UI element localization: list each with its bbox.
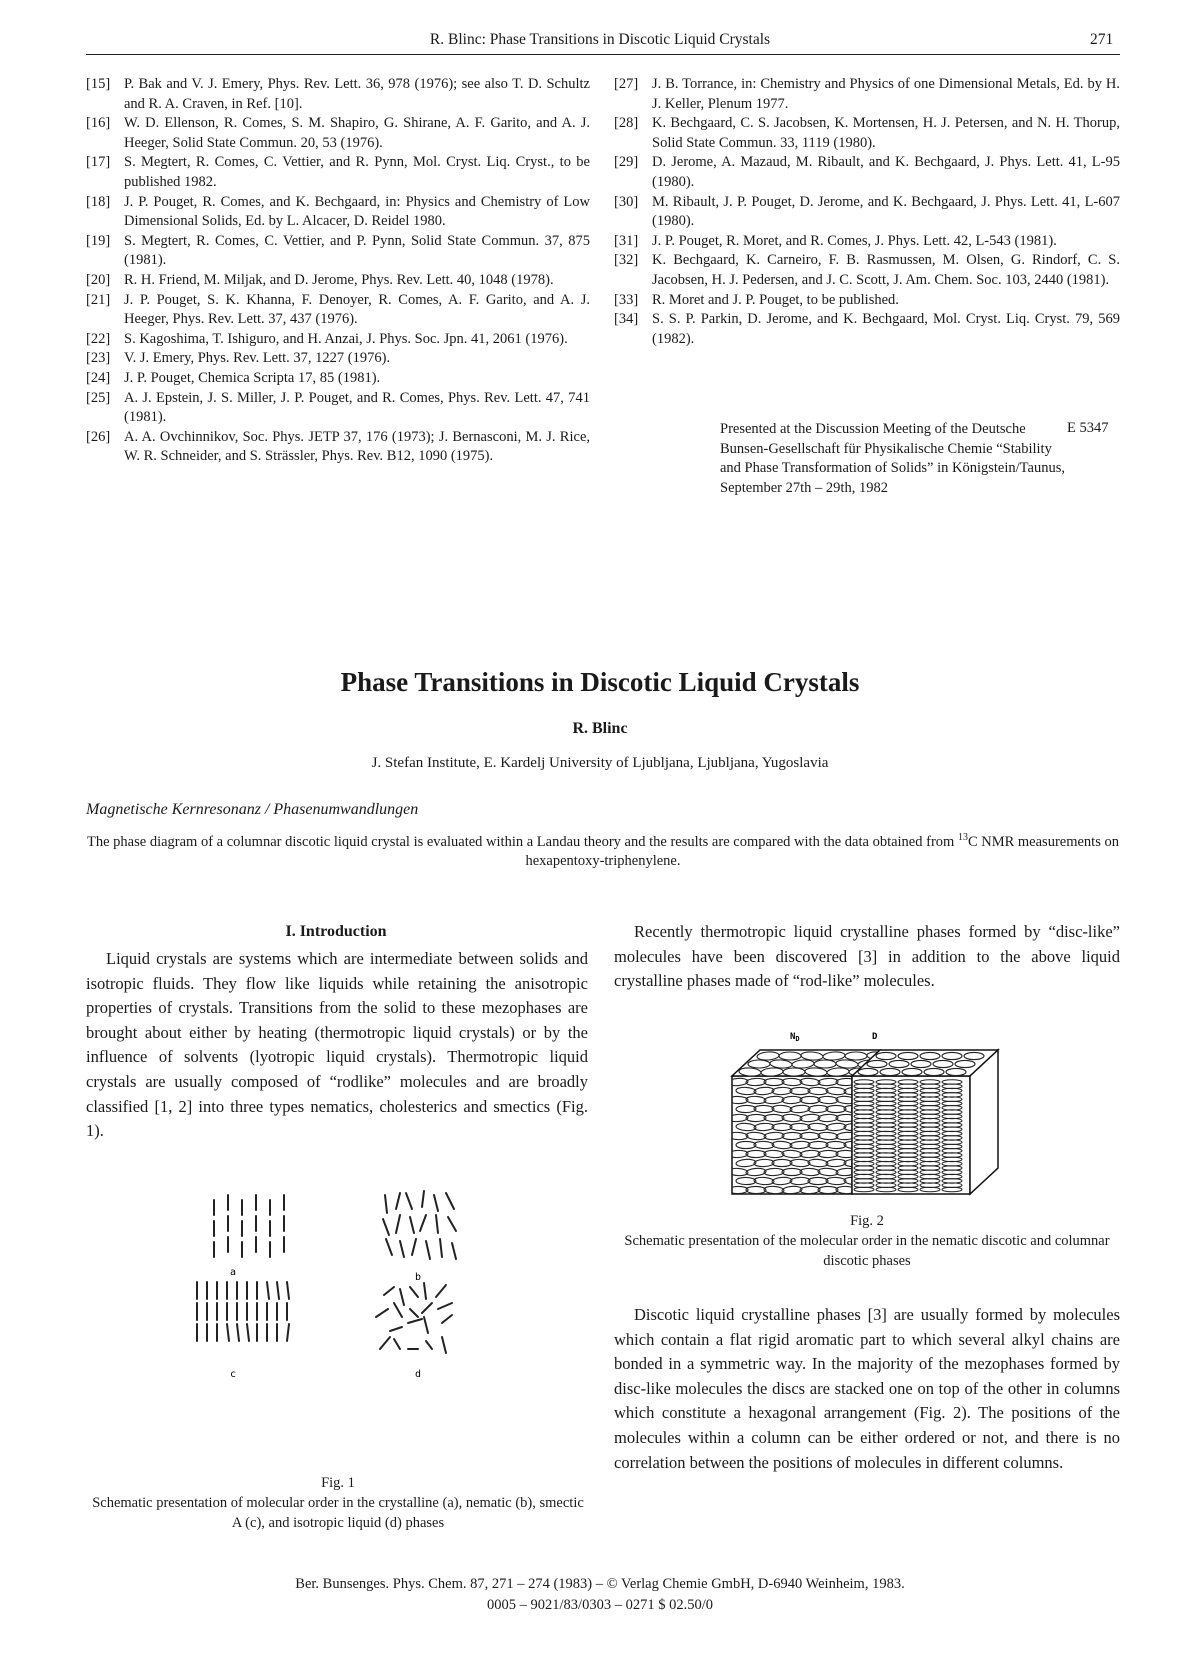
fig2-label-d: D	[872, 1032, 878, 1042]
fig2-label-nd: $N_D$	[790, 1032, 800, 1043]
figure-1	[190, 1185, 500, 1465]
fig2-disc	[946, 1068, 966, 1075]
reference-item	[614, 251, 1120, 290]
reference-item	[86, 389, 590, 428]
reference-item	[614, 291, 1120, 311]
fig1-panel-d	[376, 1283, 452, 1353]
fig1-panel-a	[214, 1195, 284, 1257]
reference-number: [24]	[86, 369, 111, 386]
reference-text: S. Kagoshima, T. Ishiguro, and H. Anzai, J. Phys. Soc. Jpn. 41, 2061 (1976).	[124, 330, 568, 347]
reference-text: K. Bechgaard, C. S. Jacobsen, K. Mortensen, H. J. Petersen, and N. H. Thorup, Solid State Commun. 33, 1119 (1980).	[652, 115, 1120, 151]
fig1-caption: Schematic presentation of molecular order in the crystalline (a), nematic (b), smectic A (c), and isotropic liquid (d) phases	[92, 1495, 584, 1531]
reference-text: D. Jerome, A. Mazaud, M. Ribault, and K. Bechgaard, J. Phys. Lett. 41, L-95 (1980).	[652, 154, 1120, 190]
abstract-text-1: The phase diagram of a columnar discotic liquid crystal is evaluated within a Landau theory and the results are compared with the data obtained from	[87, 833, 958, 850]
reference-item	[614, 153, 1120, 192]
reference-item	[86, 232, 590, 271]
fig2-disc	[845, 1052, 867, 1060]
article-title: Phase Transitions in Discotic Liquid Crystals	[340, 667, 860, 697]
fig2-disc	[924, 1068, 944, 1075]
fig2-disc	[955, 1060, 975, 1067]
figure-2	[720, 1030, 1020, 1200]
reference-text: M. Ribault, J. P. Pouget, D. Jerome, and K. Bechgaard, J. Phys. Lett. 41, L-607 (1980).	[652, 193, 1120, 230]
abstract-text-2: C NMR measurements on hexapentoxy-triphenylene.	[525, 833, 1119, 870]
reference-text: J. B. Torrance, in: Chemistry and Physics of one Dimensional Metals, Ed. by H. J. Keller, Plenum 1977.	[652, 76, 1120, 112]
reference-text: R. H. Friend, M. Miljak, and D. Jerome, Phys. Rev. Lett. 40, 1048 (1978).	[124, 271, 554, 288]
fig2-disc	[779, 1052, 801, 1060]
reference-number: [23]	[86, 350, 111, 367]
reference-text: J. P. Pouget, R. Moret, and R. Comes, J. Phys. Lett. 42, L-543 (1981).	[652, 232, 1057, 249]
fig2-disc	[942, 1052, 962, 1059]
reference-item	[86, 349, 590, 369]
fig2-disc	[867, 1060, 887, 1067]
section-heading-introduction: I. Introduction	[285, 923, 387, 940]
reference-text: S. S. P. Parkin, D. Jerome, and K. Bechgaard, Mol. Cryst. Liq. Cryst. 79, 569 (1982).	[652, 311, 1120, 347]
reference-number: [25]	[86, 389, 111, 406]
reference-text: J. P. Pouget, S. K. Khanna, F. Denoyer, R. Comes, A. F. Garito, and A. J. Heeger, Phys. Rev. Lett. 37, 437 (1976).	[124, 291, 590, 328]
reference-text: J. P. Pouget, R. Comes, and K. Bechgaard, in: Physics and Chemistry of Low Dimensional Solids, Ed. by L. Alcacer, D. Reidel 1980.	[124, 193, 590, 230]
reference-text: A. J. Epstein, J. S. Miller, J. P. Pouget, and R. Comes, Phys. Rev. Lett. 47, 741 (1981).	[124, 389, 590, 426]
fig2-disc	[889, 1060, 909, 1067]
presented-note: Presented at the Discussion Meeting of the Deutsche Bunsen-Gesellschaft für Physikalische Chemie “Stability and Phase Transformation of Solids” in Königstein/Taunus, September 27th – 29th, 1982	[720, 421, 1065, 496]
reference-number: [15]	[86, 76, 111, 92]
fig1-panel-b	[383, 1191, 456, 1259]
reference-number: [26]	[86, 428, 111, 445]
article-author: R. Blinc	[572, 720, 628, 737]
fig2-disc	[858, 1068, 878, 1075]
reference-number: [28]	[614, 115, 639, 132]
reference-item	[614, 114, 1120, 153]
reference-number: [34]	[614, 311, 639, 328]
reference-item	[86, 153, 590, 192]
intro-paragraph-1: Liquid crystals are systems which are intermediate between solids and isotropic fluids. They flow like liquids while retaining the anisotropic properties of crystals. Transitions from the solid to these mezophases are brought about either by heating (thermotropic liquid crystals) or by the influence of solvents (lyotropic liquid crystals). Thermotropic liquid crystals are usually composed of “rodlike” molecules and are broadly classified [1, 2] into three types nematics, cholesterics and smectics (Fig. 1).	[86, 949, 588, 1141]
footer-code: 0005 – 9021/83/0303 – 0271 $ 02.50/0	[487, 1597, 713, 1613]
reference-text: W. D. Ellenson, R. Comes, S. M. Shapiro, G. Shirane, A. F. Garito, and A. J. Heeger, Solid State Commun. 20, 53 (1976).	[124, 115, 590, 151]
fig1-label-d: d	[415, 1369, 422, 1380]
reference-number: [29]	[614, 154, 639, 171]
running-title: R. Blinc: Phase Transitions in Discotic Liquid Crystals	[429, 31, 771, 48]
reference-text: J. P. Pouget, Chemica Scripta 17, 85 (1981).	[124, 369, 381, 386]
reference-number: [33]	[614, 291, 639, 308]
reference-number: [30]	[614, 193, 639, 210]
header-rule	[86, 54, 1120, 55]
intro-paragraph-3: Discotic liquid crystalline phases [3] are usually formed by molecules which contain a flat rigid aromatic part to which several alkyl chains are bonded in a symmetric way. In the majority of the mezophases formed by disc-like molecules the discs are stacked one on top of the other in columns which constitute a hexagonal arrangement (Fig. 2). The positions of the molecules within a column can be either ordered or not, and there is no correlation between the positions of molecules in different columns.	[614, 1305, 1120, 1472]
fig2-disc	[876, 1052, 896, 1059]
references-right-column	[614, 75, 1120, 349]
reference-text: V. J. Emery, Phys. Rev. Lett. 37, 1227 (1976).	[124, 350, 391, 367]
footer-citation: Ber. Bunsenges. Phys. Chem. 87, 271 – 274 (1983) – © Verlag Chemie GmbH, D-6940 Weinheim, 1983.	[295, 1576, 905, 1592]
reference-item	[86, 193, 590, 232]
reference-number: [19]	[86, 232, 111, 249]
article-affiliation: J. Stefan Institute, E. Kardelj University of Ljubljana, Ljubljana, Yugoslavia	[371, 755, 829, 771]
reference-number: [16]	[86, 115, 111, 132]
reference-item	[86, 291, 590, 330]
fig2-disc	[783, 1068, 805, 1076]
reference-item	[614, 310, 1120, 349]
fig2-disc	[898, 1052, 918, 1059]
reference-text: S. Megtert, R. Comes, C. Vettier, and P. Pynn, Solid State Commun. 37, 875 (1981).	[124, 232, 590, 269]
fig2-disc	[920, 1052, 940, 1059]
fig2-disc	[814, 1060, 836, 1068]
reference-item	[86, 114, 590, 153]
reference-item	[86, 369, 590, 389]
reference-text: P. Bak and V. J. Emery, Phys. Rev. Lett. 36, 978 (1976); see also T. D. Schultz and R. A. Craven, in Ref. [10].	[124, 76, 590, 112]
fig2-disc	[902, 1068, 922, 1075]
reference-text: A. A. Ovchinnikov, Soc. Phys. JETP 37, 176 (1973); J. Bernasconi, M. J. Rice, W. R. Schneider, and S. Strässler, Phys. Rev. B12, 1090 (1975).	[124, 428, 590, 465]
reference-number: [21]	[86, 291, 111, 308]
reference-item	[614, 193, 1120, 232]
reference-item	[86, 271, 590, 291]
fig2-disc	[933, 1060, 953, 1067]
fig2-disc	[964, 1052, 984, 1059]
fig1-caption-title: Fig. 1	[321, 1475, 355, 1491]
fig1-label-b: b	[415, 1272, 422, 1283]
reference-number: [32]	[614, 252, 639, 269]
reference-text: K. Bechgaard, K. Carneiro, F. B. Rasmussen, M. Olsen, G. Rindorf, C. S. Jacobsen, H. J. Pedersen, and J. C. Scott, J. Am. Chem. Soc. 103, 2440 (1981).	[652, 252, 1120, 288]
intro-paragraph-2: Recently thermotropic liquid crystalline phases formed by “disc-like” molecules have been discovered [3] in addition to the above liquid crystalline phases made of “rod-like” molecules.	[614, 922, 1120, 991]
abstract	[86, 828, 1120, 872]
fig2-disc	[911, 1060, 931, 1067]
reference-item	[86, 75, 590, 114]
reference-number: [22]	[86, 330, 111, 347]
fig2-disc	[880, 1068, 900, 1075]
fig2-columnar-discotic-block	[852, 1050, 998, 1194]
article-code: E 5347	[1067, 420, 1109, 436]
reference-number: [20]	[86, 271, 111, 288]
reference-item	[86, 330, 590, 350]
reference-item	[614, 75, 1120, 114]
reference-number: [31]	[614, 232, 639, 249]
fig1-label-c: c	[230, 1369, 237, 1380]
reference-item	[86, 428, 590, 467]
references-left-column	[86, 75, 590, 467]
reference-item	[614, 232, 1120, 252]
page-number: 271	[1090, 31, 1114, 48]
fig1-label-a: a	[230, 1267, 237, 1278]
fig2-caption: Schematic presentation of the molecular order in the nematic discotic and columnar discotic phases	[624, 1233, 1110, 1269]
abstract-isotope: 13	[957, 832, 968, 843]
reference-number: [27]	[614, 76, 639, 92]
fig2-disc	[748, 1060, 770, 1068]
reference-number: [18]	[86, 193, 111, 210]
reference-text: S. Megtert, R. Comes, C. Vettier, and R. Pynn, Mol. Cryst. Liq. Cryst., to be published 1982.	[124, 154, 590, 190]
fig2-caption-title: Fig. 2	[850, 1213, 884, 1229]
reference-text: R. Moret and J. P. Pouget, to be published.	[652, 291, 899, 308]
fig1-panel-c	[197, 1282, 289, 1341]
keywords: Magnetische Kernresonanz / Phasenumwandlungen	[86, 801, 419, 818]
reference-number: [17]	[86, 154, 111, 171]
